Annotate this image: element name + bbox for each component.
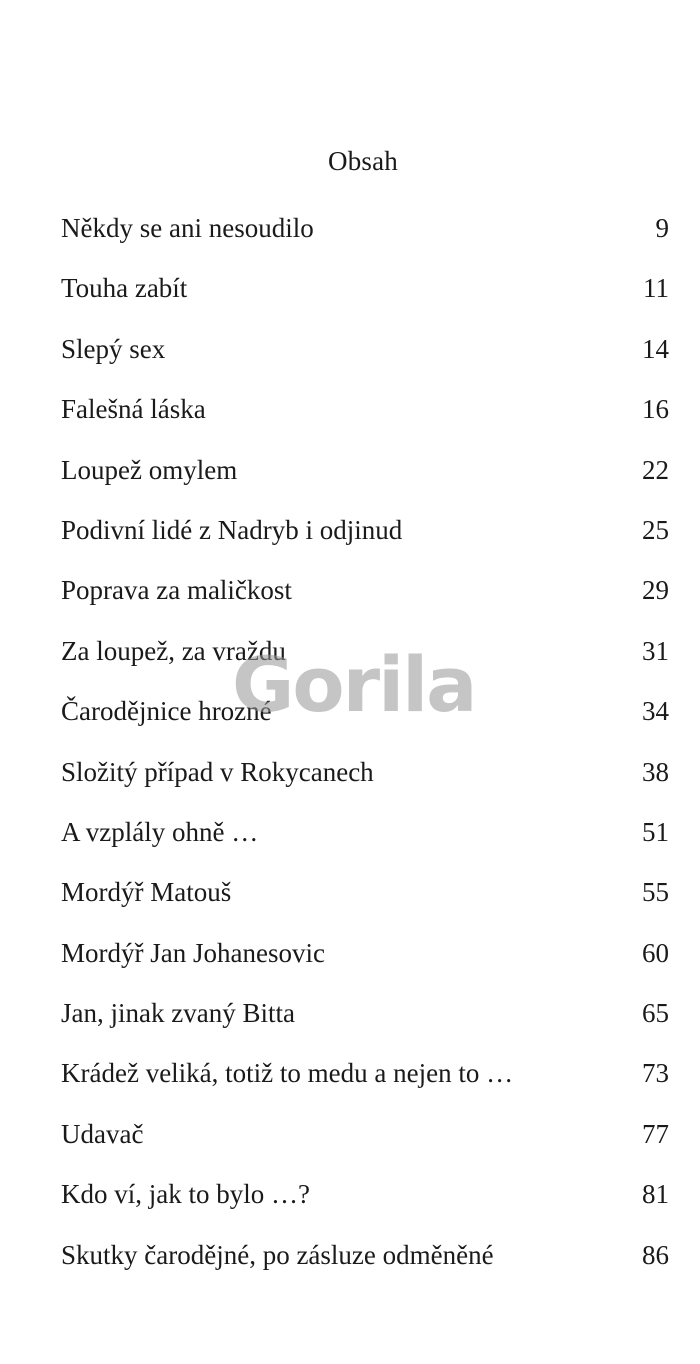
toc-entry-page: 11 [643,273,669,304]
toc-row [61,440,669,500]
toc-entry-page: 29 [642,575,669,606]
toc-row [61,319,669,379]
toc-entry-title: Poprava za maličkost [61,575,292,606]
toc-entry-title: Udavač [61,1118,144,1149]
toc-row [61,923,669,983]
toc-entry-title: Loupež omylem [61,454,238,485]
toc-entry-page: 81 [642,1179,669,1210]
toc-entry-page: 73 [642,1058,669,1089]
toc-entry-page: 55 [642,877,669,908]
toc-entry-title: Někdy se ani nesoudilo [61,213,314,243]
toc-entry-title: Falešná láska [61,394,206,425]
toc-entry-page: 25 [642,514,669,545]
toc-entry-title: Krádež veliká, totiž to medu a nejen to … [61,1058,514,1089]
toc-entry-page: 51 [642,816,669,847]
toc-entry-title: Skutky čarodějné, po zásluze odměněné [61,1239,494,1270]
toc-entry-title: Čarodějnice hrozné [61,696,272,727]
toc-entry-title: Mordýř Jan Johanesovic [61,937,325,968]
toc-entry-page: 65 [642,998,669,1029]
toc-row [61,621,669,681]
toc-row [61,1225,669,1285]
toc-row [61,560,669,620]
toc-entry-page: 77 [642,1118,669,1149]
toc-entry-title: Mordýř Matouš [61,877,232,908]
toc-entry-page: 34 [642,696,669,727]
toc-entry-title: Za loupež, za vraždu [61,635,286,666]
toc-entry-page: 22 [642,454,669,485]
toc-entry-page: 38 [642,756,669,787]
toc-entry-title: A vzplály ohně … [61,816,259,847]
toc-entry-title: Kdo ví, jak to bylo …? [61,1179,310,1210]
toc-row [61,681,669,741]
toc-entry-title: Slepý sex [61,333,166,364]
toc-row [61,379,669,439]
toc-row [61,983,669,1043]
toc-entry-page: 86 [642,1239,669,1270]
toc-row [61,802,669,862]
toc-title: Obsah [328,146,398,176]
toc-row [61,500,669,560]
toc-row [61,1104,669,1164]
toc-entry-title: Podivní lidé z Nadryb i odjinud [61,514,403,545]
toc-row [61,258,669,318]
toc-entry-page: 14 [642,333,669,364]
toc-row [61,1043,669,1103]
watermark-logo: Gorila [232,640,476,729]
toc-list [61,198,669,1285]
toc-entry-page: 60 [642,937,669,968]
toc-entry-page: 9 [655,213,669,243]
toc-row [61,198,669,258]
toc-entry-title: Složitý případ v Rokycanech [61,756,374,787]
toc-row [61,862,669,922]
toc-row [61,1164,669,1224]
toc-entry-title: Touha zabít [61,273,188,304]
toc-row [61,742,669,802]
toc-entry-title: Jan, jinak zvaný Bitta [61,998,295,1029]
toc-entry-page: 31 [642,635,669,666]
toc-entry-page: 16 [642,394,669,425]
